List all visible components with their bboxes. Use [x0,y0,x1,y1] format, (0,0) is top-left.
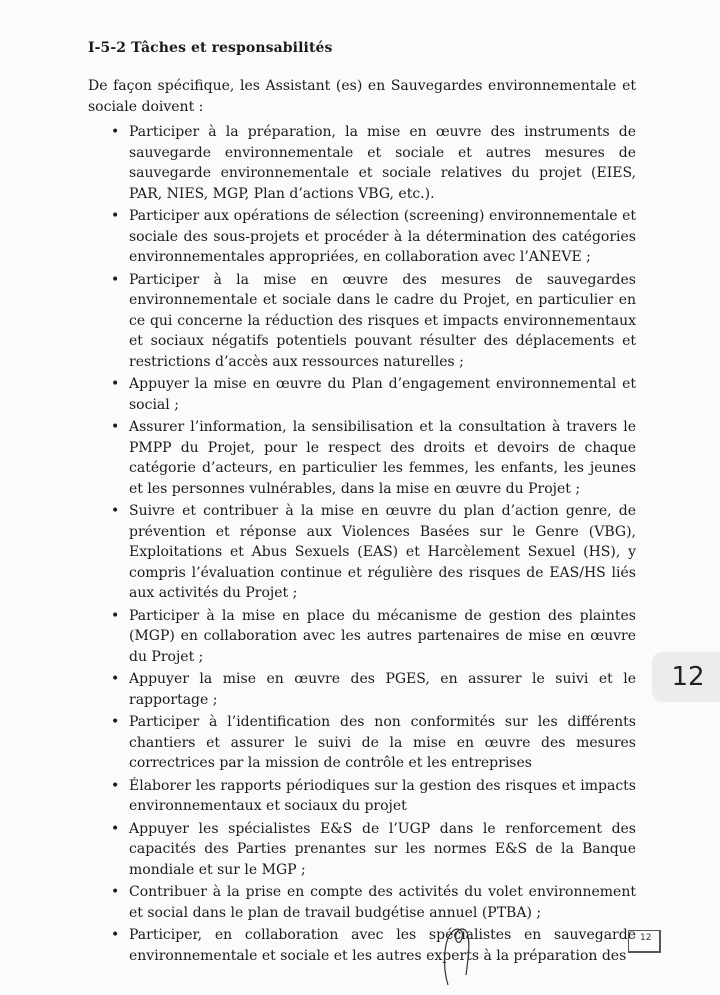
task-text: Assurer l’information, la sensibilisation et la consultation à travers le PMPP du Projet, pour le respect des droits et devoirs de chaque catégorie d’acteurs, en particulier les femmes, les enfants, les jeunes et les personnes vulnérables, dans la mise en œuvre du Projet ; [129,419,636,497]
bullet-icon: • [111,927,120,943]
task-list-item [88,122,636,204]
page-number-badge [652,652,720,702]
bullet-icon: • [111,419,120,435]
printed-page-number-text: 12 [640,933,652,943]
task-list-item [88,270,636,373]
task-list [88,122,636,966]
task-list-item [88,776,636,817]
task-text: Participer à la préparation, la mise en œuvre des instruments de sauvegarde environnementale et sociale et autres mesures de sauvegarde environnementale et sociale relatives du projet (EIES, PAR, NIES, MGP, Plan d’actions VBG, etc.). [129,124,636,202]
task-text: Élaborer les rapports périodiques sur la gestion des risques et impacts environnementaux et sociaux du projet [129,777,636,814]
task-list-item [88,712,636,774]
task-text: Suivre et contribuer à la mise en œuvre du plan d’action genre, de prévention et réponse aux Violences Basées sur le Genre (VBG), Exploitations et Abus Sexuels (EAS) et Harcèlement Sexuel (HS), y compris l’évaluation continue et régulière des risques de EAS/HS liés aux activités du Projet ; [129,503,636,601]
document-body [88,40,636,968]
bullet-icon: • [111,714,120,730]
page-number-badge-text: 12 [671,662,705,692]
bullet-icon: • [111,271,120,288]
handwritten-signature-mark [438,920,478,990]
task-list-item [88,606,636,668]
task-list-item [88,501,636,604]
task-text: Participer aux opérations de sélection (screening) environnementale et sociale des sous-projets et procéder à la détermination des catégories environnementales appropriées, en collaboration avec l’ANEVE ; [129,208,636,265]
bullet-icon: • [111,671,120,687]
task-text: Participer à la mise en œuvre des mesures de sauvegardes environnementale et sociale dans le cadre du Projet, en particulier en ce qui concerne la réduction des risques et impacts environnementaux et sociaux négatifs potentiels pouvant résulter des déplacements et restrictions d’accès aux ressources naturelles ; [129,271,636,370]
section-heading: I-5-2 Tâches et responsabilités [88,40,333,56]
task-text: Participer à la mise en place du mécanisme de gestion des plaintes (MGP) en collaboration avec les autres partenaires de mise en œuvre du Projet ; [129,607,636,665]
task-list-item [88,882,636,923]
printed-page-number [628,930,662,954]
bullet-icon: • [111,884,120,900]
task-text: Appuyer la mise en œuvre des PGES, en assurer le suivi et le rapportage ; [129,671,636,708]
task-text: Participer, en collaboration avec les spécialistes en sauvegarde environnementale et sociale et les autres experts à la préparation des [129,927,636,964]
bullet-icon: • [111,820,120,837]
bullet-icon: • [111,376,120,392]
task-text: Contribuer à la prise en compte des activités du volet environnement et social dans le plan de travail budgétise annuel (PTBA) ; [129,884,636,921]
task-text: Appuyer les spécialistes E&S de l’UGP dans le renforcement des capacités des Parties prenantes sur les normes E&S de la Banque mondiale et sur le MGP ; [129,820,636,878]
task-list-item [88,669,636,710]
task-list-item [88,819,636,881]
task-list-item [88,417,636,499]
bullet-icon: • [111,777,120,794]
bullet-icon: • [111,124,120,140]
task-text: Participer à l’identification des non conformités sur les différents chantiers et assurer le suivi de la mise en œuvre des mesures correctrices par la mission de contrôle et les entreprises [129,714,636,771]
bullet-icon: • [111,607,120,624]
task-text: Appuyer la mise en œuvre du Plan d’engagement environnemental et social ; [129,376,636,413]
task-list-item [88,925,636,966]
bullet-icon: • [111,208,120,224]
task-list-item [88,374,636,415]
task-list-item [88,206,636,268]
intro-paragraph: De façon spécifique, les Assistant (es) en Sauvegardes environnementale et sociale doivent : [88,78,636,115]
bullet-icon: • [111,503,120,519]
